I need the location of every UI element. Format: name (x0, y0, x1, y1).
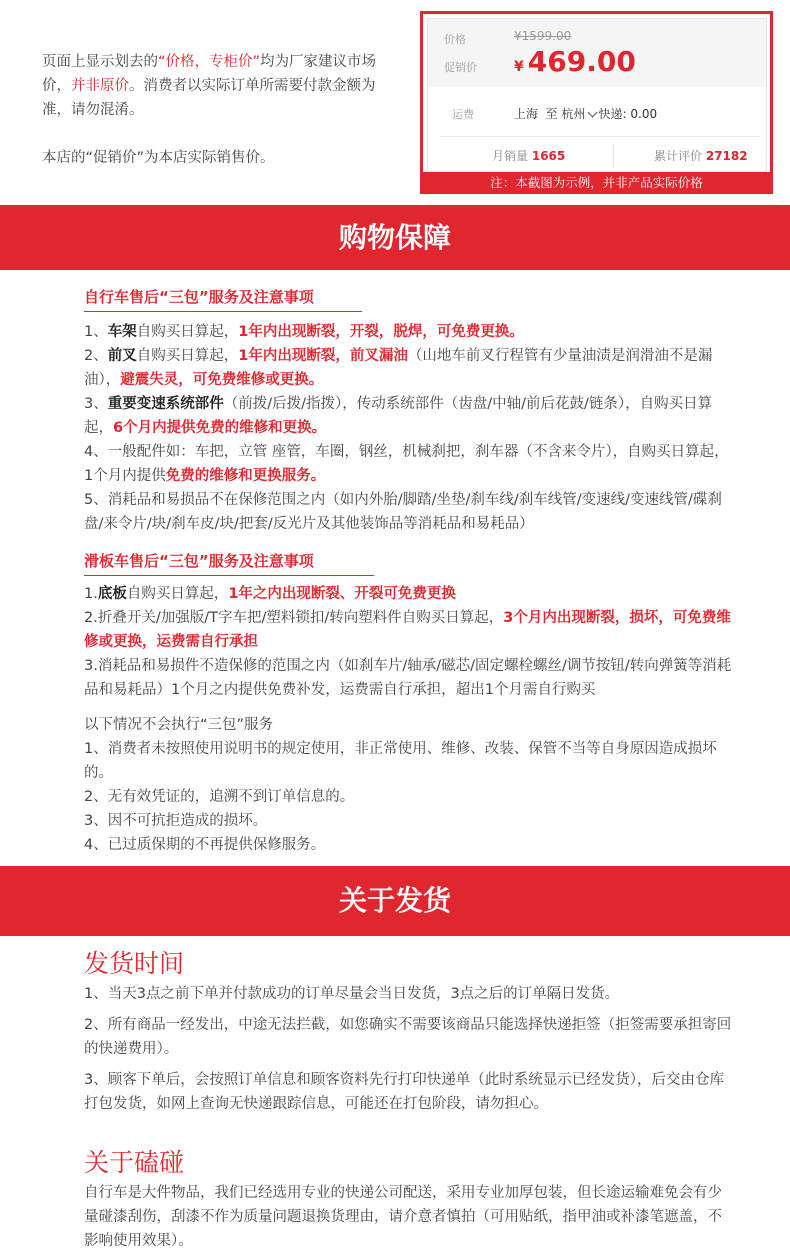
divider (440, 136, 760, 137)
price-example-box (420, 11, 773, 194)
bump-title: 关于磕碰 (84, 1148, 185, 1177)
price-disclaimer (42, 50, 402, 194)
shipping-time-item-3: 3、顾客下单后，会按照订单信息和顾客资料先行打印快递单（此时系统显示已经发货），后交由仓库打包发货，如网上查询无快递跟踪信息，可能还在打包阶段，请勿担心。 (84, 1072, 724, 1112)
list-item: 2.折叠开关/加强版/T字车把/塑料锁扣/转向塑料件自购买日算起，3个月内出现断裂，损坏，可免费维修或更换，运费需自行承担 (84, 610, 731, 650)
bike-warranty-list (84, 320, 734, 536)
section-title-warranty: 购物保障 (0, 205, 790, 270)
list-item: 2、前叉自购买日算起，1年内出现断裂，前叉漏油（山地车前叉行程管有少量油渍是润滑油不是漏油），避震失灵，可免费维修或更换。 (84, 348, 713, 388)
chevron-down-icon[interactable] (587, 108, 597, 118)
shipping-time-item-2: 2、所有商品一经发出，中途无法拦截，如您确实不需要该商品只能选择快递拒签（拒签需要承担寄回的快递费用）。 (84, 1017, 732, 1057)
promo-label: 促销价 (444, 61, 477, 74)
list-item: 3.消耗品和易损件不造保修的范围之内（如刹车片/轴承/磁芯/固定螺栓螺丝/调节按钮/转向弹簧等消耗品和易耗品）1个月之内提供免费补发，运费需自行承担，超出1个月需自行购买 (84, 658, 732, 698)
scooter-warranty-title: 滑板车售后“三包”服务及注意事项 (84, 550, 314, 576)
list-item: 3、因不可抗拒造成的损坏。 (84, 813, 268, 829)
list-item: 4、已过质保期的不再提供保修服务。 (84, 837, 326, 853)
exclusion-list (84, 737, 734, 857)
original-price: ¥1599.00 (514, 29, 572, 43)
promo-price: ¥ 469.00 (514, 45, 636, 78)
list-item: 1.底板自购买日算起，1年之内出现断裂、开裂可免费更换 (84, 586, 456, 602)
divider (613, 143, 614, 167)
price-panel (427, 18, 767, 172)
list-item: 1、消费者未按照使用说明书的规定使用，非正常使用、维修、改装、保管不当等自身原因造成损坏的。 (84, 741, 717, 781)
title-underline (84, 311, 362, 312)
list-item: 5、消耗品和易损品不在保修范围之内（如内外胎/脚踏/坐垫/刹车线/刹车线管/变速线/变速线管/碟刹盘/来令片/块/刹车皮/块/把套/反光片及其他装饰品等消耗品和易耗品） (84, 492, 722, 532)
monthly-sales: 月销量 1665 (492, 149, 566, 163)
shipping-route[interactable]: 上海 至 杭州 快递: 0.00 (514, 107, 658, 121)
title-underline (84, 575, 374, 576)
price-label: 价格 (444, 33, 466, 46)
bike-warranty-title: 自行车售后“三包”服务及注意事项 (84, 286, 314, 312)
section-title-shipping: 关于发货 (0, 866, 790, 936)
list-item: 3、重要变速系统部件（前拨/后拨/指拨），传动系统部件（齿盘/中轴/前后花鼓/链条），自购买日算起，6个月内提供免费的维修和更换。 (84, 396, 713, 436)
scooter-warranty-list (84, 582, 734, 702)
shipping-time-title: 发货时间 (84, 949, 185, 978)
list-item: 4、一般配件如：车把，立管 座管，车圈，钢丝，机械刹把，刹车器（不含来令片），自购买日算起，1个月内提供免费的维修和更换服务。 (84, 444, 729, 484)
list-item: 2、无有效凭证的，追溯不到订单信息的。 (84, 789, 355, 805)
total-reviews: 累计评价 27182 (654, 149, 748, 163)
exclusion-title: 以下情况不会执行“三包”服务 (84, 717, 274, 733)
disclaimer-paragraph-1: 页面上显示划去的“价格，专柜价”均为厂家建议市场价，并非原价。消费者以实际订单所需要付款金额为准，请勿混淆。 (42, 54, 377, 118)
list-item: 1、车架自购买日算起，1年内出现断裂，开裂，脱焊，可免费更换。 (84, 324, 524, 340)
disclaimer-paragraph-2: 本店的“促销价”为本店实际销售价。 (42, 150, 275, 166)
shipping-label: 运费 (452, 108, 474, 121)
bump-text: 自行车是大件物品，我们已经选用专业的快递公司配送，采用专业加厚包装，但长途运输难免会有少量碰漆刮伤，刮漆不作为质量问题退换货理由，请介意者慎拍（可用贴纸，指甲油或补漆笔遮盖，不影响使用效果）。 (84, 1185, 722, 1249)
screenshot-note: 注：本截图为示例，并非产品实际价格 (423, 172, 770, 194)
shipping-time-item-1: 1、当天3点之前下单并付款成功的订单尽量会当日发货，3点之后的订单隔日发货。 (84, 986, 620, 1002)
